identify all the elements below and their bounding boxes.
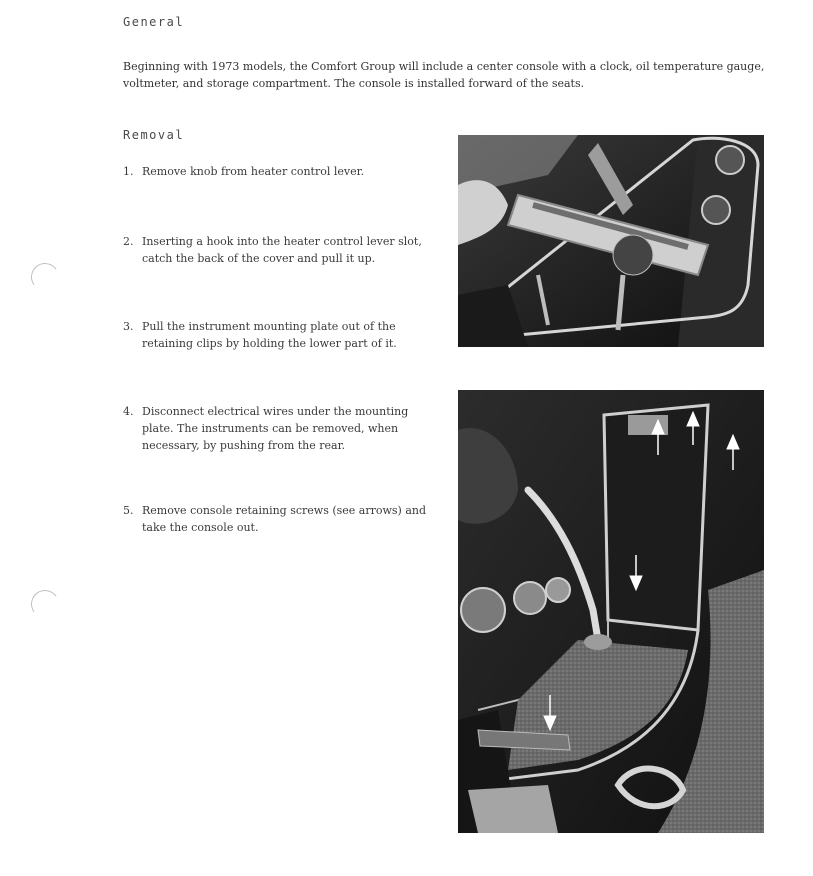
photo-console-cover-removal xyxy=(458,135,764,347)
binder-hole-mark xyxy=(29,588,61,620)
removal-step xyxy=(123,163,433,180)
step-text: Remove console retaining screws (see arrows) and take the console out. xyxy=(142,504,427,534)
section-heading-removal: Removal xyxy=(123,128,185,142)
step-text: Pull the instrument mounting plate out of the retaining clips by holding the lower part of it. xyxy=(142,320,397,350)
general-paragraph: Beginning with 1973 models, the Comfort Group will include a center console with a clock, oil temperature gauge, voltmeter, and storage compartment. The console is installed forward of the seats. xyxy=(123,60,765,90)
photo-console-retaining-screws xyxy=(458,390,764,833)
step-number: 3. xyxy=(123,320,134,333)
step-number: 1. xyxy=(123,165,134,178)
removal-step xyxy=(123,502,433,536)
step-text: Inserting a hook into the heater control lever slot, catch the back of the cover and pull it up. xyxy=(142,235,422,265)
step-text: Remove knob from heater control lever. xyxy=(142,165,365,178)
step-number: 2. xyxy=(123,235,134,248)
removal-step xyxy=(123,403,433,454)
step-number: 5. xyxy=(123,504,134,517)
binder-hole-mark xyxy=(29,261,61,293)
section-heading-general: General xyxy=(123,15,185,29)
removal-step xyxy=(123,318,433,352)
step-text: Disconnect electrical wires under the mounting plate. The instruments can be removed, when necessary, by pushing from the rear. xyxy=(142,405,409,452)
step-number: 4. xyxy=(123,405,134,418)
removal-step xyxy=(123,233,433,267)
